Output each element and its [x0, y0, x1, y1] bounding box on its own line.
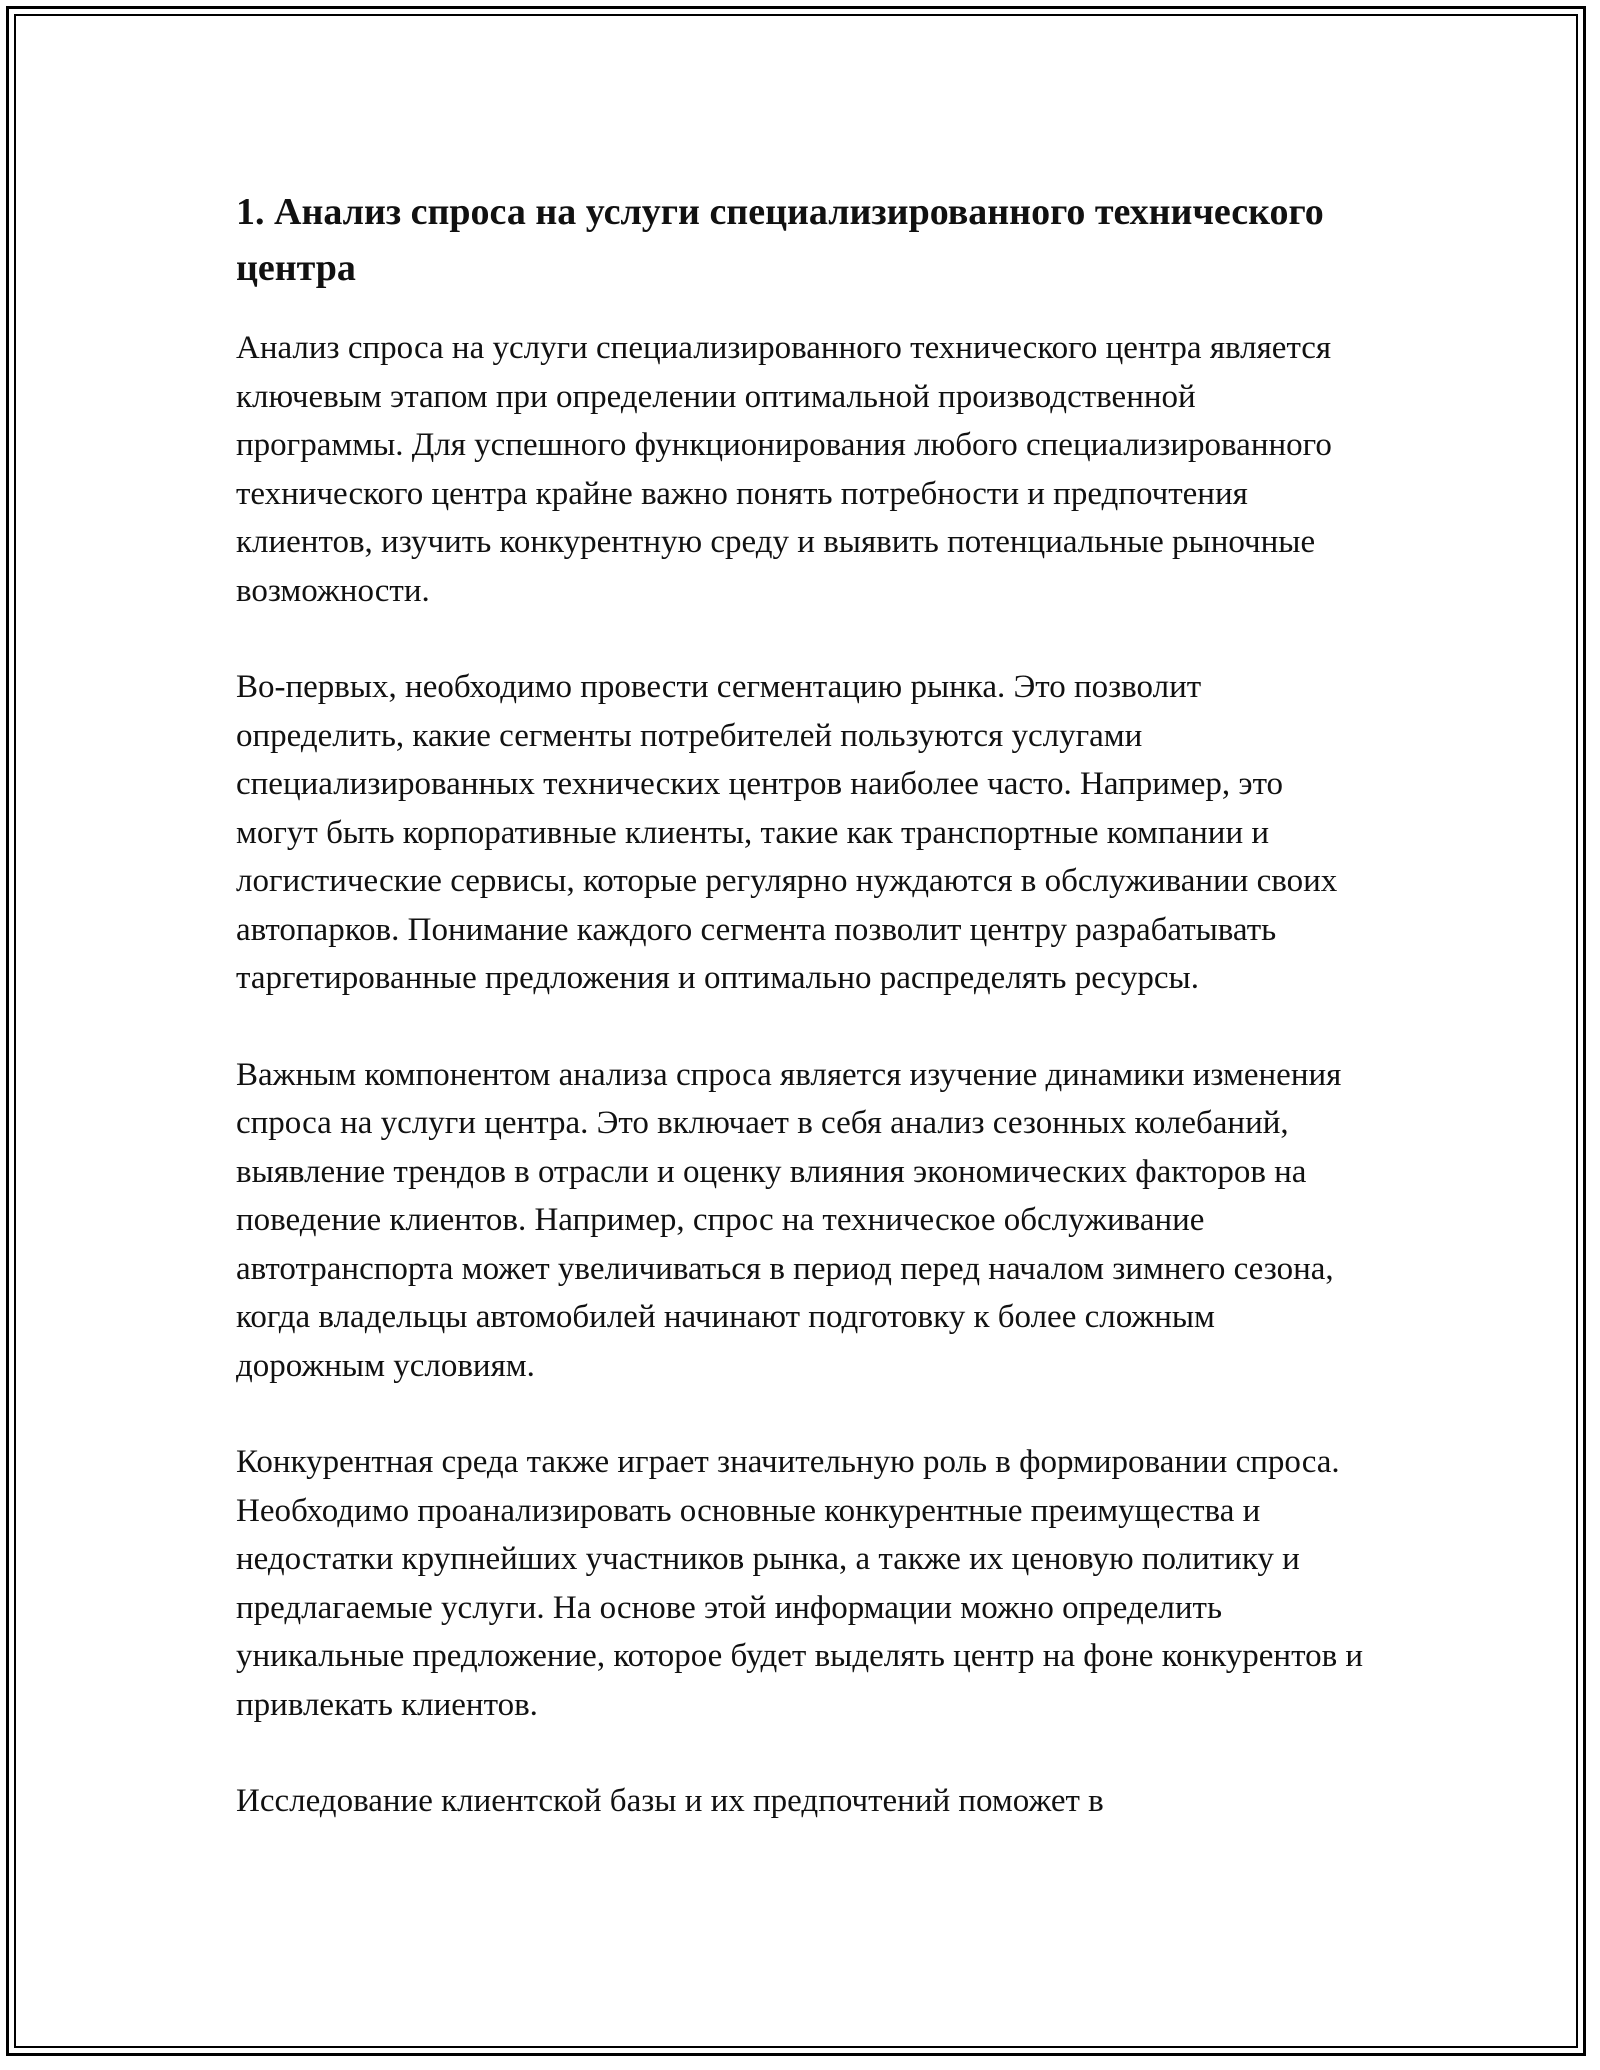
paragraph-client-research: Исследование клиентской базы и их предпочтений поможет в [236, 1783, 1104, 1819]
section-heading: 1. Анализ спроса на услуги специализированного технического центра [236, 191, 1324, 289]
document-body [236, 184, 1366, 1826]
paragraph-competition: Конкурентная среда также играет значительную роль в формировании спроса. Необходимо проанализировать основные конкурентные преимущества и недостатки крупнейших участников рынка, а также их ценовую политику и предлагаемые услуги. На основе этой информации можно определить уникальные предложение, которое будет выделять центр на фоне конкурентов и привлекать клиентов. [236, 1444, 1364, 1723]
paragraph-segmentation: Во-первых, необходимо провести сегментацию рынка. Это позволит определить, какие сегменты потребителей пользуются услугами специализированных технических центров наиболее часто. Например, это могут быть корпоративные клиенты, такие как транспортные компании и логистические сервисы, которые регулярно нуждаются в обслуживании своих автопарков. Понимание каждого сегмента позволит центру разрабатывать таргетированные предложения и оптимально распределять ресурсы. [236, 669, 1338, 996]
paragraph-intro: Анализ спроса на услуги специализированного технического центра является ключевым этапом при определении оптимальной производственной программы. Для успешного функционирования любого специализированного технического центра крайне важно понять потребности и предпочтения клиентов, изучить конкурентную среду и выявить потенциальные рыночные возможности. [236, 330, 1332, 609]
paragraph-demand-dynamics: Важным компонентом анализа спроса является изучение динамики изменения спроса на услуги центра. Это включает в себя анализ сезонных колебаний, выявление трендов в отрасли и оценку влияния экономических факторов на поведение клиентов. Например, спрос на техническое обслуживание автотранспорта может увеличиваться в период перед началом зимнего сезона, когда владельцы автомобилей начинают подготовку к более сложным дорожным условиям. [236, 1056, 1342, 1384]
